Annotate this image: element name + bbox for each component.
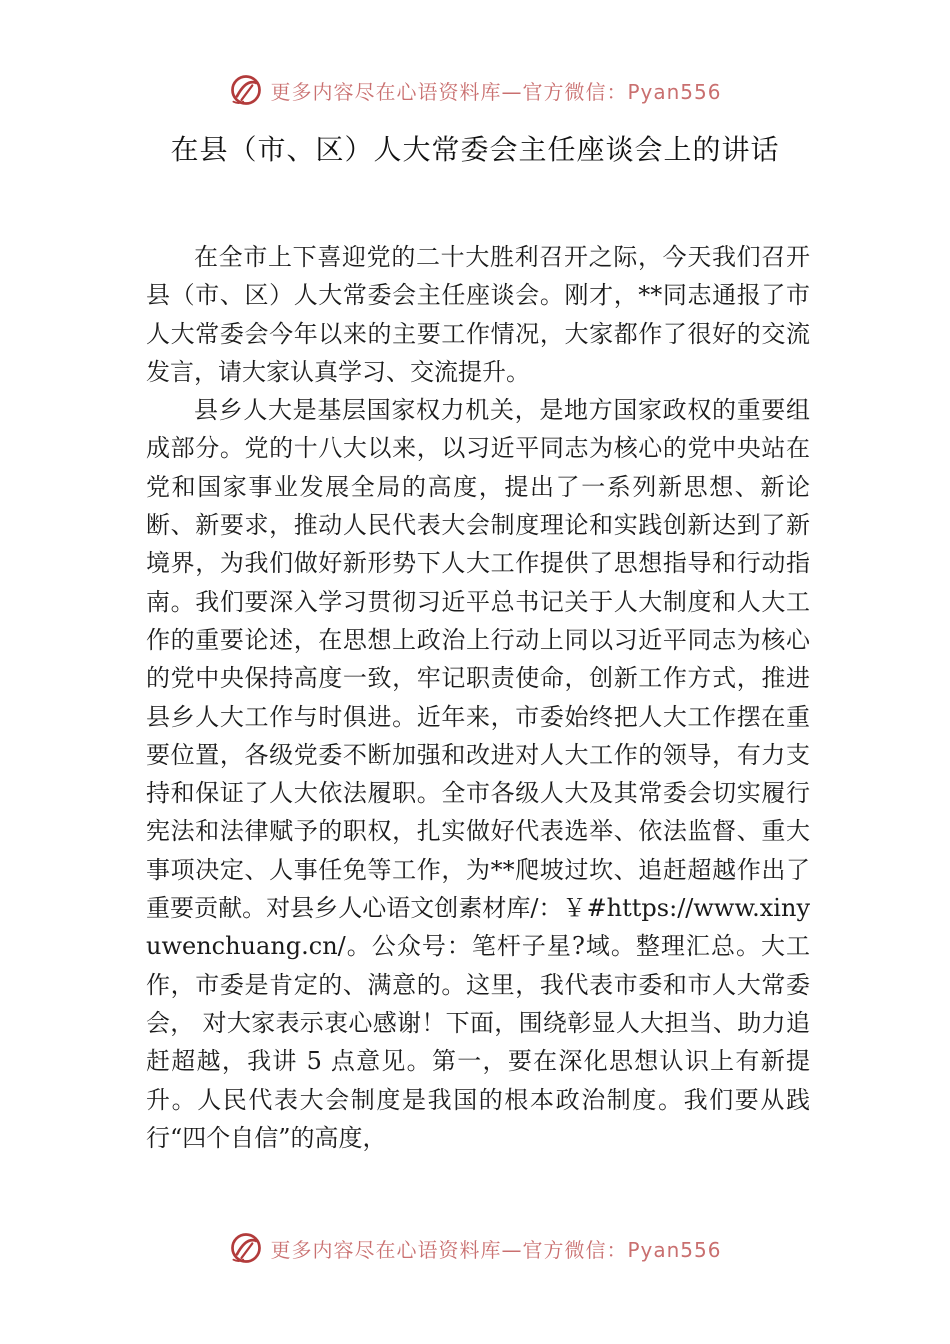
paragraph: 县乡人大是基层国家权力机关，是地方国家政权的重要组成部分。党的十八大以来，以习近平同志为核心的党中央站在党和国家事业发展全局的高度，提出了一系列新思想、新论断、新要求，推动人民代表大会制度理论和实践创新达到了新境界，为我们做好新形势下人大工作提供了思想指导和行动指南。我们要深入学习贯彻习近平总书记关于人大制度和人大工作的重要论述，在思想上政治上行动上同以习近平同志为核心的党中央保持高度一致，牢记职责使命，创新工作方式，推进县乡人大工作与时俱进。近年来，市委始终把人大工作摆在重要位置，各级党委不断加强和改进对人大工作的领导，有力支持和保证了人大依法履职。全市各级人大及其常委会切实履行宪法和法律赋予的职权，扎实做好代表选举、依法监督、重大事项决定、人事任免等工作，为**爬坡过坎、追赶超越作出了重要贡献。对县乡人心语文创素材库/：￥#https://www.xinyuwenchuang.cn/。公众号：笔杆子星?域。整理汇总。大工作，市委是肯定的、满意的。这里，我代表市委和市人大常委会， 对大家表示衷心感谢！下面，围绕彰显人大担当、助力追赶超越，我讲 5 点意见。第一，要在深化思想认识上有新提升。人民代表大会制度是我国的根本政治制度。我们要从践行“四个自信”的高度， xyxy=(146,396,810,1152)
paragraph: 在全市上下喜迎党的二十大胜利召开之际，今天我们召开县（市、区）人大常委会主任座谈会。刚才，**同志通报了市人大常委会今年以来的主要工作情况，大家都作了很好的交流发言，请大家认真学习、交流提升。 xyxy=(146,243,810,386)
document-body xyxy=(146,238,810,1157)
watermark-text: 更多内容尽在心语资料库—官方微信：Pyan556 xyxy=(270,1237,722,1262)
document-title: 在县（市、区）人大常委会主任座谈会上的讲话 xyxy=(170,133,780,166)
watermark-footer xyxy=(0,1230,950,1266)
watermark-header xyxy=(0,72,950,108)
calligraphy-logo-icon xyxy=(228,1230,264,1266)
watermark-text: 更多内容尽在心语资料库—官方微信：Pyan556 xyxy=(270,79,722,104)
calligraphy-logo-icon xyxy=(228,72,264,108)
